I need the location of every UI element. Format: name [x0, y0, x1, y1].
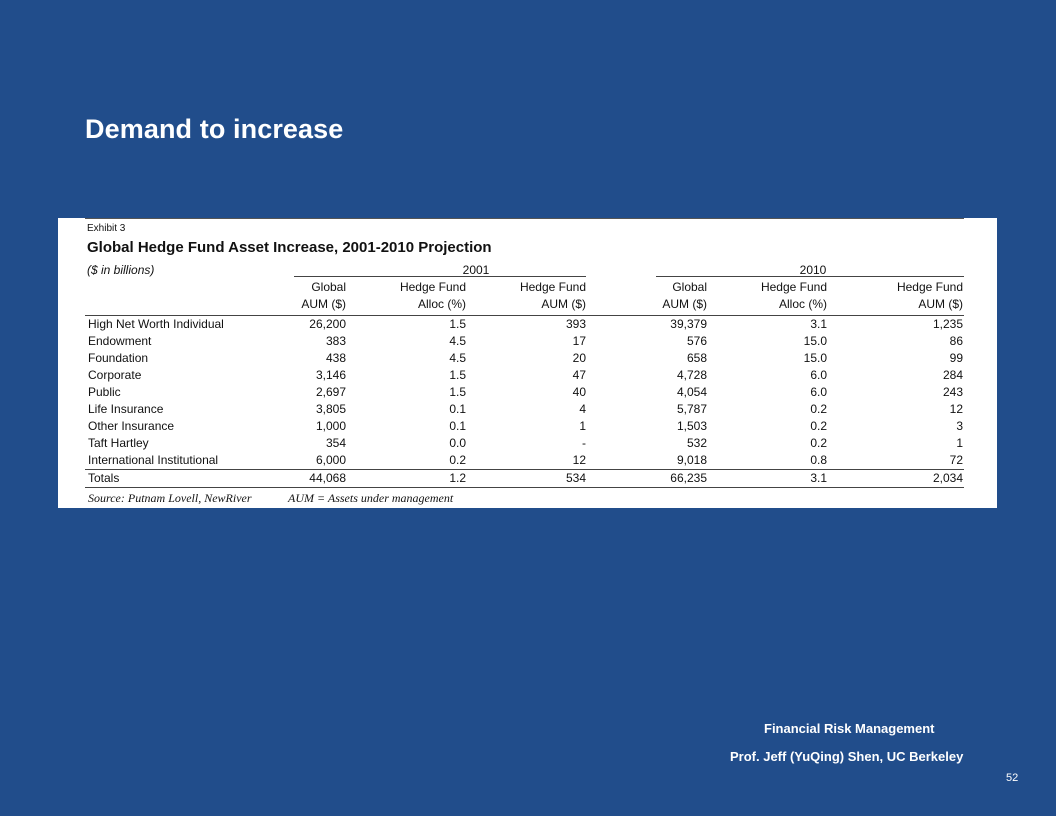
cell-2010-hf-alloc: 0.8	[810, 453, 827, 467]
col-header-2010-hf-alloc: Hedge Fund Alloc (%)	[760, 280, 827, 311]
cell-2010-hf-aum: 1,235	[932, 317, 963, 331]
units-label: ($ in billions)	[87, 263, 155, 277]
col-header-2010-hf-aum: Hedge Fund AUM ($)	[896, 280, 963, 311]
cell-2010-hf-aum: 284	[942, 368, 963, 382]
cell-2001-hf-aum: -	[582, 436, 586, 450]
source-note: Source: Putnam Lovell, NewRiver	[88, 491, 252, 505]
cell-2010-global-aum: 1,503	[676, 419, 707, 433]
exhibit-label: Exhibit 3	[87, 223, 126, 234]
cell-2010-hf-alloc: 15.0	[803, 351, 827, 365]
col-header-2001-hf-aum: Hedge Fund AUM ($)	[519, 280, 586, 311]
slide-title: Demand to increase	[85, 114, 344, 144]
year-2001-heading: 2001	[462, 263, 490, 277]
cell-2010-hf-alloc: 6.0	[810, 385, 827, 399]
exhibit-title: Global Hedge Fund Asset Increase, 2001-2010 Projection	[87, 239, 492, 256]
top-rule	[85, 218, 964, 219]
cell-2010-hf-aum: 243	[942, 385, 963, 399]
cell-2001-hf-aum: 4	[579, 402, 586, 416]
row-label: High Net Worth Individual	[88, 317, 224, 331]
cell-2010-hf-alloc: 0.2	[810, 402, 827, 416]
cell-2001-hf-aum: 12	[572, 453, 586, 467]
cell-2001-global-aum: 354	[325, 436, 346, 450]
cell-2001-hf-alloc: 1.5	[449, 317, 466, 331]
cell-2010-global-aum: 66,235	[670, 471, 707, 485]
table-row	[58, 453, 997, 470]
cell-2001-hf-aum: 40	[572, 385, 586, 399]
cell-2010-hf-alloc: 0.2	[810, 419, 827, 433]
cell-2001-global-aum: 3,805	[315, 402, 346, 416]
cell-2010-hf-alloc: 6.0	[810, 368, 827, 382]
cell-2001-global-aum: 6,000	[315, 453, 346, 467]
bottom-rule	[85, 487, 964, 488]
footer-course: Financial Risk Management	[764, 721, 935, 736]
exhibit-table-image	[58, 218, 997, 508]
cell-2001-hf-aum: 47	[572, 368, 586, 382]
table-row	[58, 402, 997, 419]
cell-2010-hf-alloc: 3.1	[810, 471, 827, 485]
cell-2010-hf-aum: 72	[949, 453, 963, 467]
row-label: Foundation	[88, 351, 149, 365]
cell-2001-hf-alloc: 0.1	[449, 419, 466, 433]
table-row	[58, 419, 997, 436]
cell-2001-hf-alloc: 4.5	[449, 334, 466, 348]
cell-2001-hf-alloc: 0.0	[449, 436, 466, 450]
row-label: Other Insurance	[88, 419, 175, 433]
cell-2001-hf-aum: 1	[579, 419, 586, 433]
cell-2010-global-aum: 658	[686, 351, 707, 365]
cell-2010-hf-aum: 86	[949, 334, 963, 348]
cell-2001-hf-aum: 20	[572, 351, 586, 365]
totals-rule	[85, 469, 964, 470]
totals-row	[58, 471, 997, 488]
table-row	[58, 436, 997, 453]
cell-2010-hf-aum: 3	[956, 419, 963, 433]
cell-2001-hf-alloc: 1.2	[449, 471, 466, 485]
page-number: 52	[1006, 772, 1019, 784]
cell-2001-global-aum: 26,200	[309, 317, 346, 331]
cell-2001-global-aum: 1,000	[315, 419, 346, 433]
header-rule	[85, 315, 964, 316]
year-2010-rule	[656, 276, 964, 277]
table-row	[58, 368, 997, 385]
table-row	[58, 351, 997, 368]
row-label: Totals	[88, 471, 120, 485]
cell-2010-global-aum: 5,787	[676, 402, 707, 416]
cell-2001-hf-alloc: 0.2	[449, 453, 466, 467]
cell-2010-global-aum: 4,054	[676, 385, 707, 399]
row-label: Taft Hartley	[88, 436, 149, 450]
aum-definition-note: AUM = Assets under management	[288, 491, 454, 505]
cell-2010-hf-alloc: 15.0	[803, 334, 827, 348]
cell-2001-hf-alloc: 4.5	[449, 351, 466, 365]
cell-2010-global-aum: 9,018	[676, 453, 707, 467]
year-2010-heading: 2010	[799, 263, 827, 277]
cell-2010-global-aum: 576	[686, 334, 707, 348]
cell-2001-global-aum: 2,697	[315, 385, 346, 399]
table-row	[58, 317, 997, 334]
cell-2001-global-aum: 438	[325, 351, 346, 365]
cell-2001-hf-alloc: 1.5	[449, 368, 466, 382]
year-2001-rule	[294, 276, 586, 277]
cell-2010-hf-aum: 1	[956, 436, 963, 450]
cell-2001-hf-aum: 534	[565, 471, 586, 485]
cell-2001-global-aum: 383	[325, 334, 346, 348]
table-row	[58, 334, 997, 351]
row-label: Public	[88, 385, 121, 399]
col-header-2010-global-aum: Global AUM ($)	[662, 280, 707, 311]
col-header-2001-global-aum: Global AUM ($)	[301, 280, 346, 311]
row-label: Endowment	[88, 334, 152, 348]
row-label: Life Insurance	[88, 402, 164, 416]
cell-2010-global-aum: 4,728	[676, 368, 707, 382]
cell-2001-global-aum: 3,146	[315, 368, 346, 382]
row-label: Corporate	[88, 368, 142, 382]
cell-2010-hf-aum: 2,034	[932, 471, 963, 485]
cell-2001-hf-alloc: 1.5	[449, 385, 466, 399]
cell-2010-hf-alloc: 3.1	[810, 317, 827, 331]
cell-2010-hf-aum: 99	[949, 351, 963, 365]
col-header-2001-hf-alloc: Hedge Fund Alloc (%)	[399, 280, 466, 311]
cell-2001-hf-aum: 393	[565, 317, 586, 331]
cell-2001-hf-aum: 17	[572, 334, 586, 348]
cell-2010-hf-alloc: 0.2	[810, 436, 827, 450]
cell-2010-global-aum: 532	[686, 436, 707, 450]
cell-2010-global-aum: 39,379	[670, 317, 707, 331]
cell-2010-hf-aum: 12	[949, 402, 963, 416]
footer-author: Prof. Jeff (YuQing) Shen, UC Berkeley	[730, 749, 964, 764]
row-label: International Institutional	[88, 453, 219, 467]
cell-2001-hf-alloc: 0.1	[449, 402, 466, 416]
table-row	[58, 385, 997, 402]
cell-2001-global-aum: 44,068	[309, 471, 346, 485]
